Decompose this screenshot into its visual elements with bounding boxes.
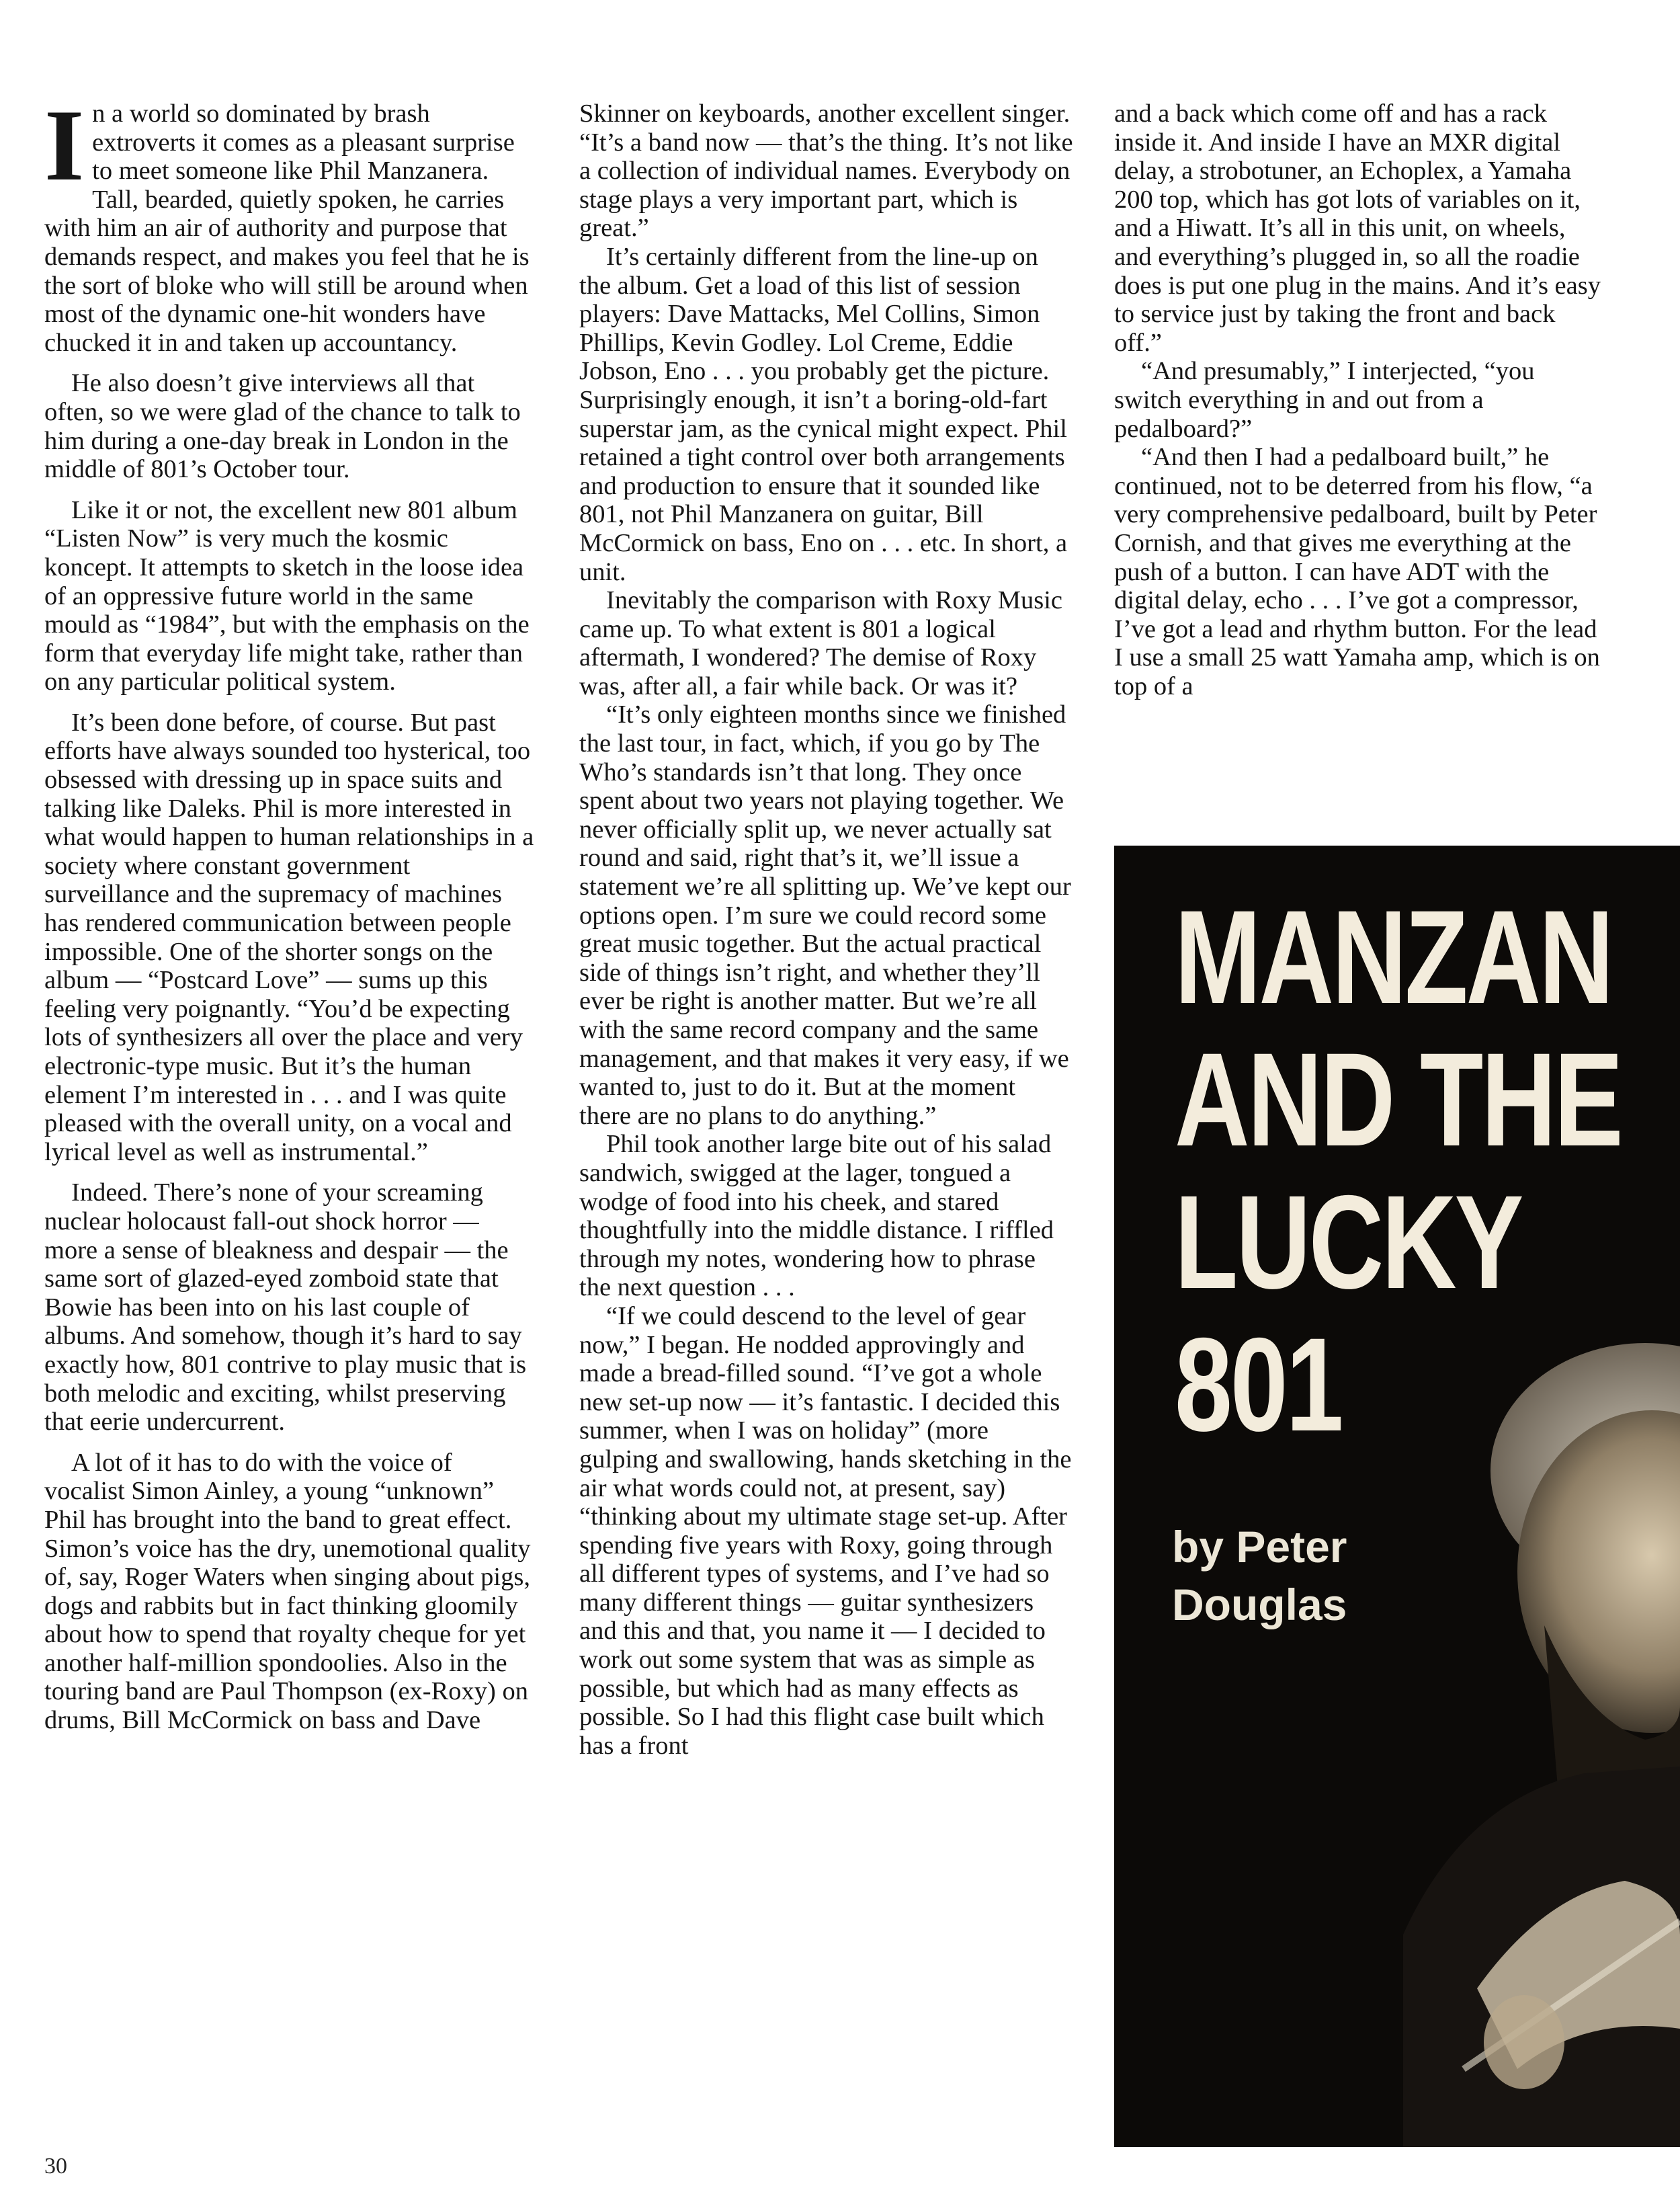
article-paragraph: In a world so dominated by brash extroverts it comes as a pleasant surprise to meet someone like Phil Manzanera. Tall, bearded, quietly spoken, he carries with him an air of authority and purpose that demands respect, and makes you feel that he is the sort of bloke who will still be around when most of the dynamic one-hit wonders have chucked it in and taken up accountancy. xyxy=(44,89,530,357)
article-paragraph: Like it or not, the excellent new 801 album “Listen Now” is very much the kosmic koncept. It attempts to sketch in the loose idea of an oppressive future world in the same mould as “1984”, but with the emphasis on the form that everyday life might take, rather than on any particular political system. xyxy=(44,495,530,696)
byline: by Peter Douglas xyxy=(1172,1522,1347,1629)
page-number: 30 xyxy=(44,2154,67,2179)
article-paragraph: Phil took another large bite out of his salad sandwich, swigged at the lager, tongued a wodge of food into his cheek, and stared thoughtfully into the middle distance. I riffled through my notes, wondering how to phrase the next question . . . xyxy=(579,1130,1054,1302)
article-paragraph: “And presumably,” I interjected, “you switch everything in and out from a pedalboard?” xyxy=(1114,357,1535,443)
article-paragraph: Indeed. There’s none of your screaming nuclear holocaust fall-out shock horror — more a sense of bleakness and despair — the same sort of glazed-eyed zomboid state that Bowie has been into on his last couple of albums. And somehow, though it’s hard to say exactly how, 801 contrive to play music that is both melodic and exciting, whilst preserving that eerie undercurrent. xyxy=(44,1178,527,1436)
article-paragraph: It’s certainly different from the line-up on the album. Get a load of this list of session players: Dave Mattacks, Mel Collins, Simon Phillips, Kevin Godley. Lol Creme, Eddie Jobson, Eno . . . you probably get the picture. Surprisingly enough, it isn’t a boring-old-fart superstar jam, as the cynical might expect. Phil retained a tight control over both arrangements and production to ensure that it sounded like 801, not Phil Manzanera on guitar, Bill McCormick on bass, Eno on . . . etc. In short, a unit. xyxy=(579,242,1068,586)
article-paragraph: Inevitably the comparison with Roxy Music came up. To what extent is 801 a logical aftermath, I wondered? The demise of Roxy was, after all, a fair while back. Or was it? xyxy=(579,586,1062,700)
headline-line: MANZAN xyxy=(1175,883,1612,1031)
article-paragraph: He also doesn’t give interviews all that often, so we were glad of the chance to talk to him during a one-day break in London in the middle of 801’s October tour. xyxy=(44,369,521,484)
headline-line: AND THE xyxy=(1175,1025,1622,1174)
drop-cap: I xyxy=(44,89,85,202)
headline-line: LUCKY xyxy=(1175,1168,1522,1316)
headline-line: 801 xyxy=(1175,1310,1342,1459)
article-paragraph: “If we could descend to the level of gear now,” I began. He nodded approvingly and made a bread-filled sound. “I’ve got a whole new set-up now — it’s fantastic. I decided this summer, when I was on holiday” (more gulping and swallowing, hands sketching in the air what words could not, at present, say) “thinking about my ultimate stage set-up. After spending five years with Roxy, going through all different types of systems, and I’ve had so many different things — guitar synthesizers and this and that, you name it — I decided to work out some system that was as simple as possible, but which had as many effects as possible. So I had this flight case built which has a front xyxy=(579,1301,1072,1760)
article-paragraph: “It’s only eighteen months since we finished the last tour, in fact, which, if you go by The Who’s standards isn’t that long. They once spent about two years not playing together. We never officially split up, we never actually sat round and said, right that’s it, we’ll issue a statement we’re all splitting up. We’ve kept our options open. I’m sure we could record some great music together. But the actual practical side of things isn’t right, and whether they’ll ever be right is another matter. But we’re all with the same record company and the same management, and that makes it very easy, if we wanted to, just to do it. But at the moment there are no plans to do anything.” xyxy=(579,700,1071,1130)
article-column-3 xyxy=(1114,99,1605,700)
article-paragraph: and a back which come off and has a rack inside it. And inside I have an MXR digital delay, a strobotuner, an Echoplex, a Yamaha 200 top, which has got lots of variables on it, and a Hiwatt. It’s all in this unit, on wheels, and everything’s plugged in, so all the roadie does is put one plug in the mains. And it’s easy to service just by taking the front and back off.” xyxy=(1114,99,1601,357)
article-paragraph: It’s been done before, of course. But past efforts have always sounded too hysterical, too obsessed with dressing up in space suits and talking like Daleks. Phil is more interested in what would happen to human relationships in a society where constant government surveillance and the supremacy of machines has rendered communication between people impossible. One of the shorter songs on the album — “Postcard Love” — sums up this feeling very poignantly. “You’d be expecting lots of synthesizers all over the place and very electronic-type music. But it’s the human element I’m interested in . . . and I was quite pleased with the overall unity, on a vocal and lyrical level as well as instrumental.” xyxy=(44,708,534,1166)
article-column-1 xyxy=(44,89,538,1735)
article-paragraph: A lot of it has to do with the voice of vocalist Simon Ainley, a young “unknown” Phil has brought into the band to great effect. Simon’s voice has the dry, unemotional quality of, say, Roger Waters when singing about pigs, dogs and rabbits but in fact thinking gloomily about how to spend that royalty cheque for yet another half-million spondoolies. Also in the touring band are Paul Thompson (ex-Roxy) on drums, Bill McCormick on bass and Dave xyxy=(44,1448,531,1735)
title-photo-panel xyxy=(1114,846,1680,2147)
article-paragraph: “And then I had a pedalboard built,” he continued, not to be deterred from his flow, “a very comprehensive pedalboard, built by Peter Cornish, and that gives me everything at the push of a button. I can have ADT with the digital delay, echo . . . I’ve got a compressor, I’ve got a lead and rhythm button. For the lead I use a small 25 watt Yamaha amp, which is on top of a xyxy=(1114,443,1600,700)
article-column-2 xyxy=(579,99,1073,1760)
article-paragraph: Skinner on keyboards, another excellent singer. “It’s a band now — that’s the thing. It’s not like a collection of individual names. Everybody on stage plays a very important part, which is great.” xyxy=(579,99,1073,243)
